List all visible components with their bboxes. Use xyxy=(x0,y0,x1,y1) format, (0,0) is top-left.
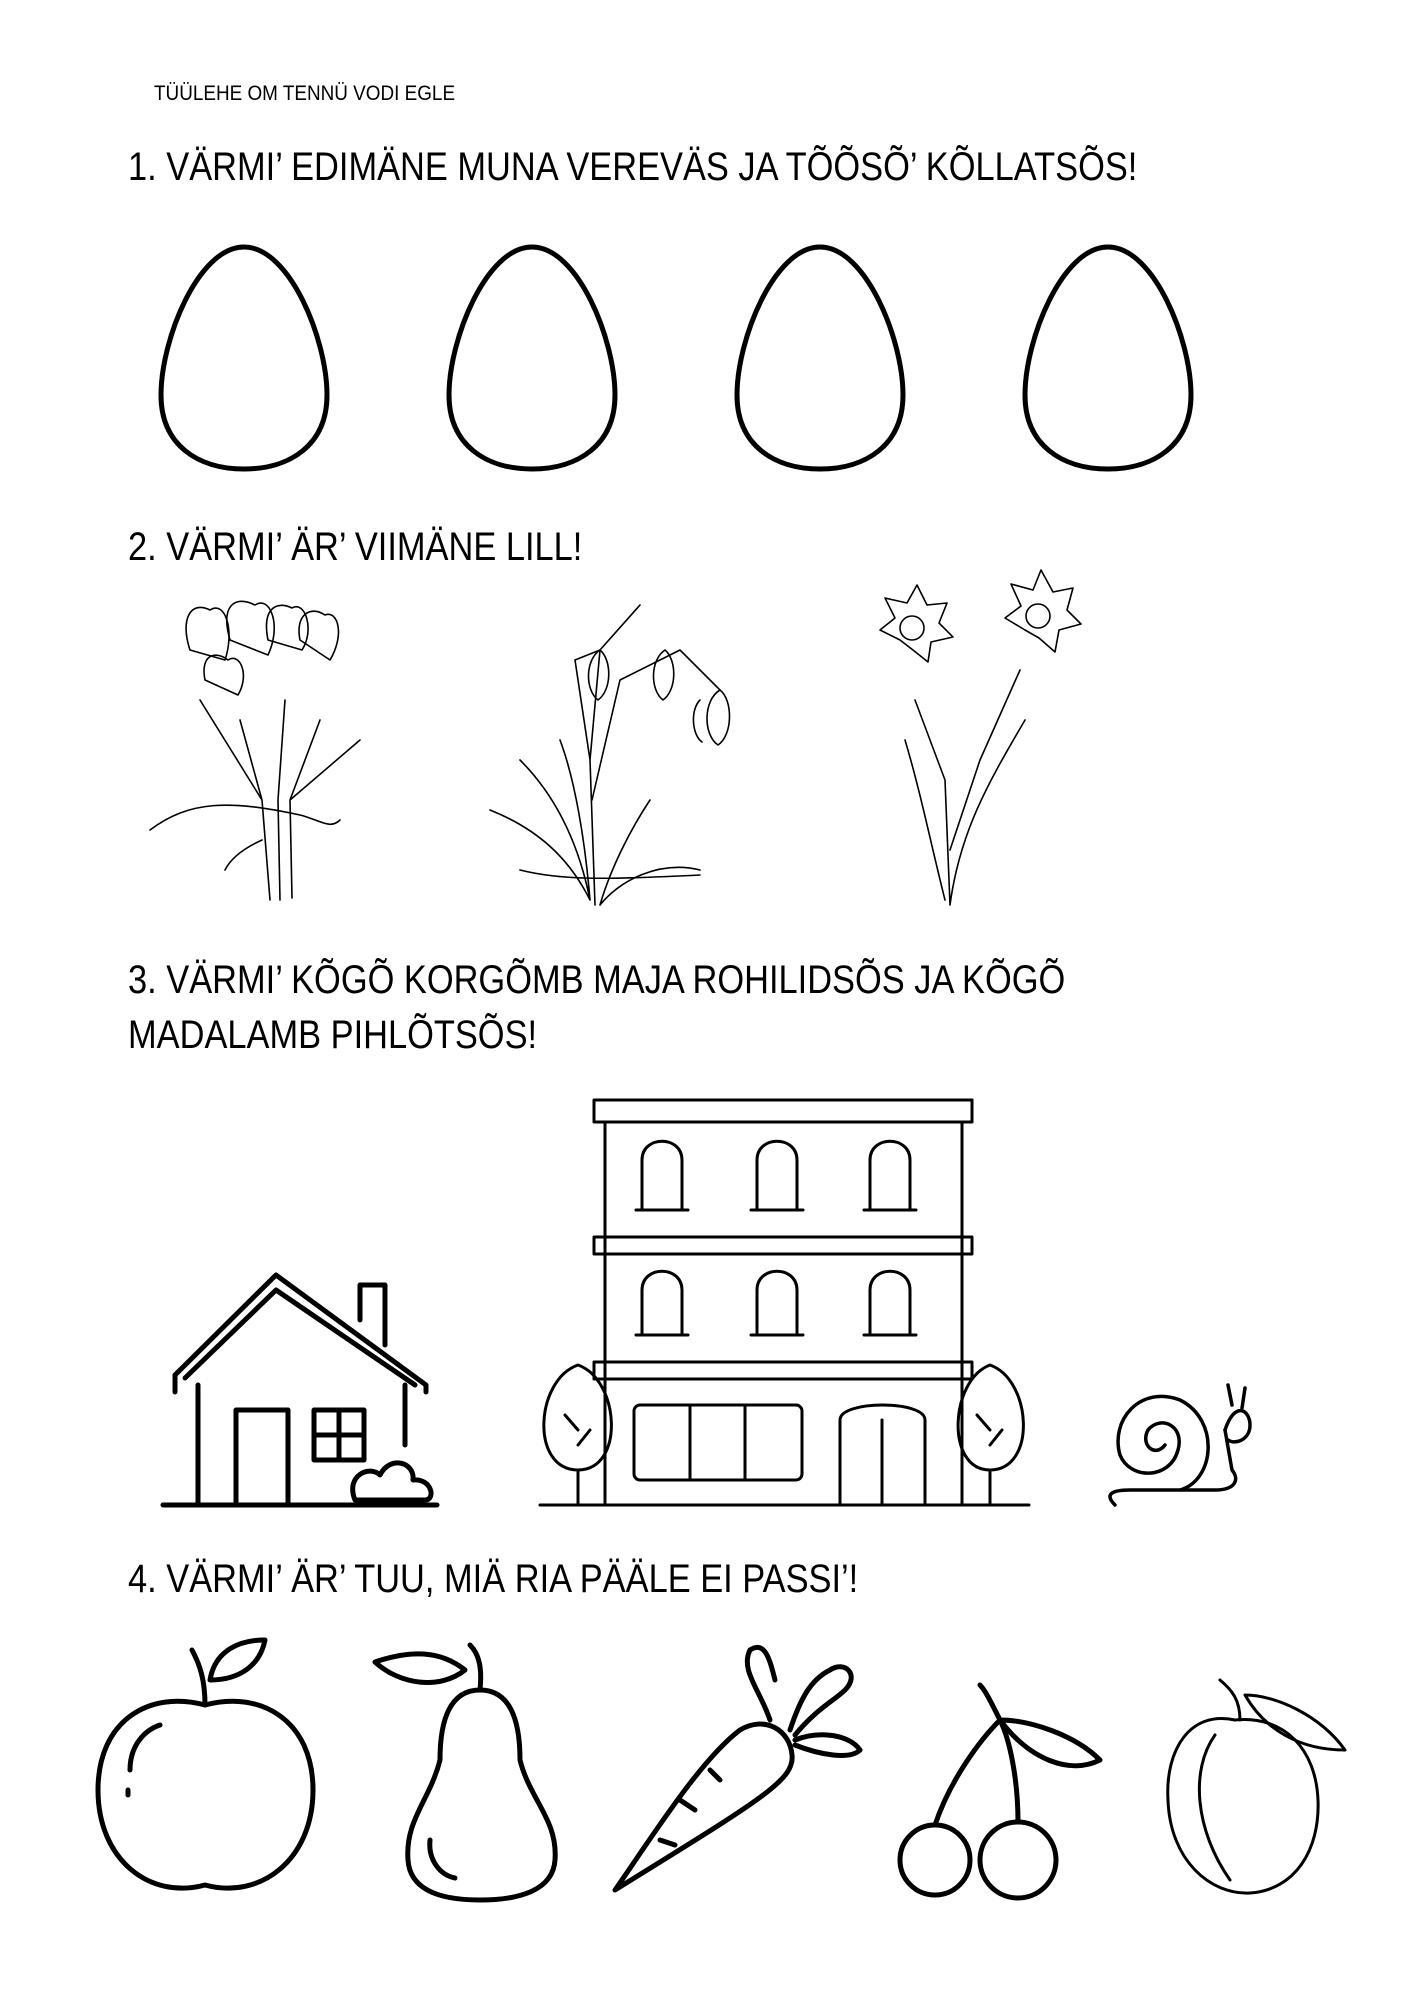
author-line: TÜÜLEHE OM TENNÜ VODI EGLE xyxy=(154,82,456,105)
task-3-instruction-line1: 3. VÄRMI’ KÕGÕ KORGÕMB MAJA ROHILIDSÕS JA KÕGÕ xyxy=(128,958,1066,1002)
house[interactable] xyxy=(163,1275,437,1505)
snail[interactable] xyxy=(1110,1385,1250,1505)
cherries[interactable] xyxy=(900,1685,1100,1898)
tulip-bouquet[interactable] xyxy=(150,601,360,900)
daffodils[interactable] xyxy=(880,570,1081,905)
apple[interactable] xyxy=(98,1640,313,1888)
egg-1[interactable] xyxy=(161,247,327,469)
egg-4[interactable] xyxy=(1025,247,1191,469)
egg-2[interactable] xyxy=(449,247,615,469)
task-4-instruction: 4. VÄRMI’ ÄR’ TUU, MIÄ RIA PÄÄLE EI PASSI’! xyxy=(128,1557,859,1601)
task-1-instruction: 1. VÄRMI’ EDIMÄNE MUNA VEREVÄS JA TÕÕSÕ’ KÕLLATSÕS! xyxy=(128,145,1138,189)
task-2-instruction: 2. VÄRMI’ ÄR’ VIIMÄNE LILL! xyxy=(128,525,583,569)
task-3-instruction-line2: MADALAMB PIHLÕTSÕS! xyxy=(128,1013,538,1057)
carrot[interactable] xyxy=(615,1647,860,1890)
egg-3[interactable] xyxy=(737,247,903,469)
apartment-building[interactable] xyxy=(540,1100,1029,1505)
snowdrops[interactable] xyxy=(490,605,730,905)
pear[interactable] xyxy=(375,1645,555,1900)
plum[interactable] xyxy=(1168,1680,1345,1893)
